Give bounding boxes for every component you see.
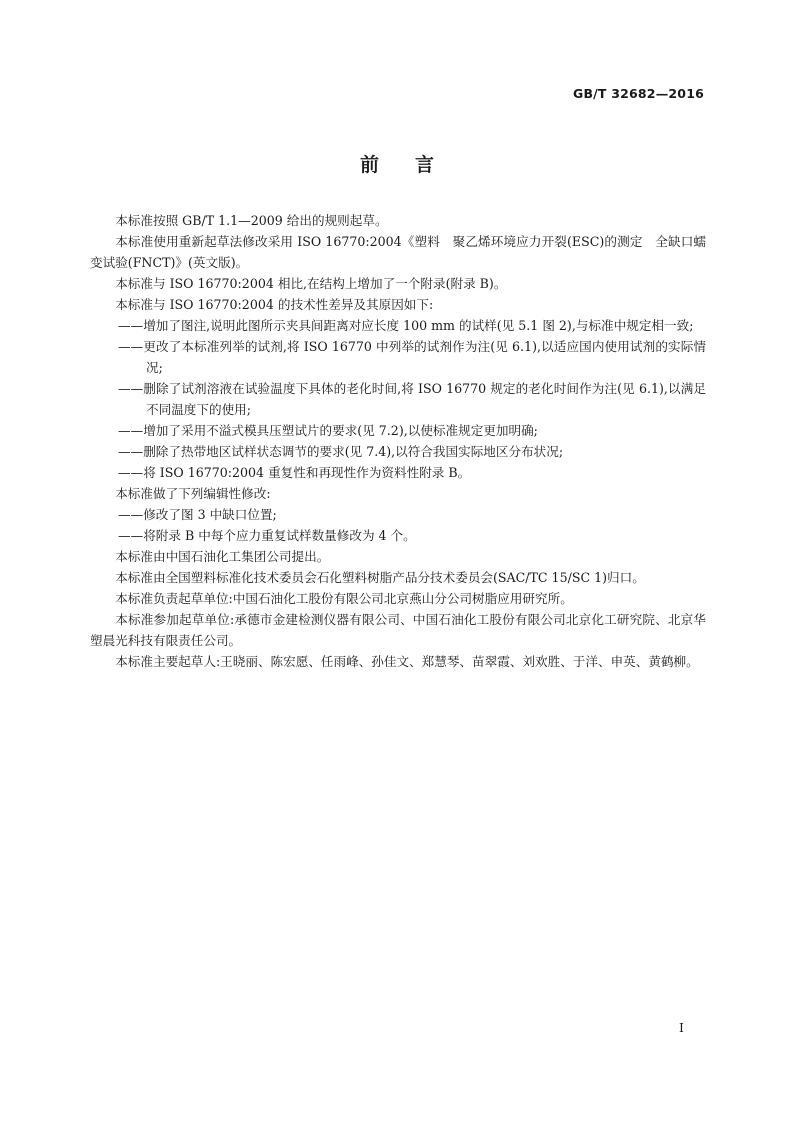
- paragraph: 本标准做了下列编辑性修改:: [115, 486, 271, 501]
- document-body: [90, 210, 706, 672]
- list-item: ——更改了本标准列举的试剂,将 ISO 16770 中列举的试剂作为注(见 6.1),以适应国内使用试剂的实际情况;: [118, 339, 706, 375]
- list-item: ——增加了图注,说明此图所示夹具间距离对应长度 100 mm 的试样(见 5.1 图 2),与标准中规定相一致;: [118, 318, 694, 333]
- paragraph: 本标准由全国塑料标准化技术委员会石化塑料树脂产品分技术委员会(SAC/TC 15/SC 1)归口。: [115, 570, 645, 585]
- list-item: ——将 ISO 16770:2004 重复性和再现性作为资料性附录 B。: [118, 465, 471, 480]
- paragraph: 本标准负责起草单位:中国石油化工股份有限公司北京燕山分公司树脂应用研究所。: [115, 591, 573, 606]
- paragraph: 本标准使用重新起草法修改采用 ISO 16770:2004《塑料 聚乙烯环境应力开裂(ESC)的测定 全缺口蠕变试验(FNCT)》(英文版)。: [90, 234, 706, 270]
- paragraph: 本标准与 ISO 16770:2004 的技术性差异及其原因如下:: [115, 297, 434, 312]
- paragraph: 本标准按照 GB/T 1.1—2009 给出的规则起草。: [115, 213, 388, 228]
- page-title: 前言: [359, 154, 470, 176]
- paragraph: 本标准由中国石油化工集团公司提出。: [115, 549, 330, 564]
- standard-code: GB/T 32682—2016: [572, 86, 704, 101]
- page-number: I: [679, 1020, 684, 1035]
- list-item: ——删除了试剂溶液在试验温度下具体的老化时间,将 ISO 16770 规定的老化时间作为注(见 6.1),以满足不同温度下的使用;: [118, 381, 706, 417]
- paragraph: 本标准主要起草人:王晓丽、陈宏愿、任雨峰、孙佳文、郑慧琴、苗翠霞、刘欢胜、于洋、申英、黄鹤柳。: [115, 654, 699, 669]
- list-item: ——增加了采用不溢式模具压塑试片的要求(见 7.2),以使标准规定更加明确;: [118, 423, 538, 438]
- list-item: ——将附录 B 中每个应力重复试样数量修改为 4 个。: [118, 528, 416, 543]
- list-item: ——删除了热带地区试样状态调节的要求(见 7.4),以符合我国实际地区分布状况;: [118, 444, 564, 459]
- list-item: ——修改了图 3 中缺口位置;: [118, 507, 277, 522]
- paragraph: 本标准参加起草单位:承德市金建检测仪器有限公司、中国石油化工股份有限公司北京化工研究院、北京华塑晨光科技有限责任公司。: [90, 612, 706, 648]
- paragraph: 本标准与 ISO 16770:2004 相比,在结构上增加了一个附录(附录 B)。: [115, 276, 507, 291]
